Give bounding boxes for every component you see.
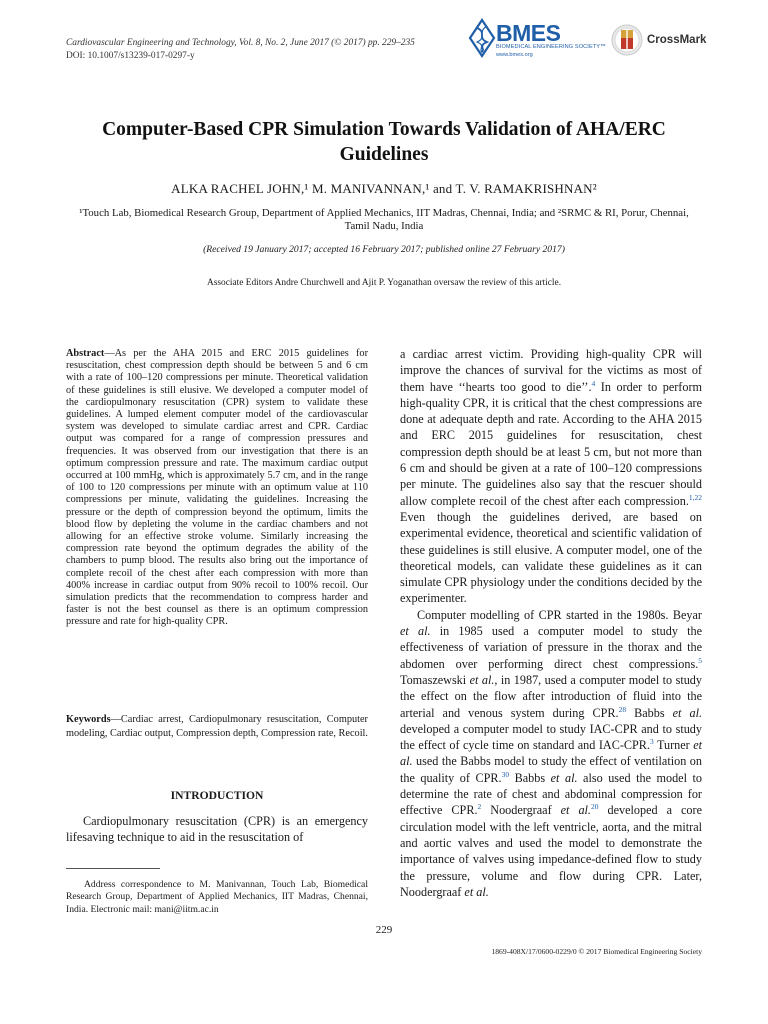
right-column-body: [400, 346, 702, 900]
doi: DOI: 10.1007/s13239-017-0297-y: [66, 51, 195, 61]
citation-ref[interactable]: 30: [501, 769, 510, 779]
body-text: Babbs: [509, 770, 551, 785]
body-text: In order to perform high-quality CPR, it is critical that the chest compressions are done at adequate depth and rate. According to the AHA 2015 and ERC 2015 guidelines for resuscitation, chest compression depth should be at least 5 cm, but not more than 6 cm and should be given at a rate of 100–120 compressions per minute. The guidelines also say that the rescuer should allow complete recoil of the chest after each compression.: [400, 379, 702, 508]
body-paragraph: [400, 346, 702, 607]
body-text: Noodergraaf: [481, 803, 561, 818]
keywords-text: —Cardiac arrest, Cardiopulmonary resuscitation, Computer modeling, Cardiac output, Compression depth, Compression rate, Recoil.: [66, 714, 368, 740]
bmes-url[interactable]: www.bmes.org: [496, 52, 533, 58]
crossmark-icon[interactable]: [611, 24, 643, 56]
citation-ref[interactable]: 20: [590, 802, 599, 812]
body-text: Even though the guidelines derived, are based on experimental evidence, theoretical and scientific validation of these guidelines is still elusive. A computer model, one of the theoretical models, can validate these guidelines as it can simulate CPR physiology under the conditions decided by the experimenter.: [400, 509, 702, 606]
received-dates: (Received 19 January 2017; accepted 16 February 2017; published online 27 February 2017): [203, 244, 565, 255]
abstract-label: Abstract: [66, 348, 105, 359]
body-text: in 1985 used a computer model to study the effectiveness of variation of pressure in the thorax and the abdomen over performing direct chest compressions.: [400, 624, 703, 671]
body-italic: et al.: [400, 738, 703, 769]
body-italic: et al.: [550, 770, 578, 785]
body-italic: et al.: [464, 884, 489, 899]
citation-ref[interactable]: 1,22: [688, 492, 702, 502]
correspondence-footnote: Address correspondence to M. Manivannan, Touch Lab, Biomedical Research Group, Department of Applied Mechanics, IIT Madras, Chennai, India. Electronic mail: mani@iitm.ac.in: [66, 879, 368, 915]
keywords: [66, 713, 368, 742]
bmes-logo-icon: [468, 18, 496, 58]
body-italic: et al.: [400, 624, 431, 639]
citation-ref[interactable]: 2: [477, 802, 482, 812]
section-heading-introduction: INTRODUCTION: [170, 789, 264, 802]
crossmark-label[interactable]: CrossMark: [647, 34, 707, 46]
introduction-paragraph: Cardiopulmonary resuscitation (CPR) is an emergency lifesaving technique to aid in the resuscitation of: [66, 814, 368, 845]
body-text: Computer modelling of CPR started in the 1980s. Beyar: [417, 607, 702, 622]
citation-ref[interactable]: 5: [698, 655, 702, 665]
copyright-line: 1869-408X/17/0600-0229/0 © 2017 Biomedical Engineering Society: [491, 947, 702, 956]
body-text: Babbs: [626, 705, 673, 720]
citation-ref[interactable]: 4: [591, 378, 596, 388]
body-italic: et al.: [560, 803, 591, 818]
body-italic: et al.: [469, 672, 495, 687]
body-text: a cardiac arrest victim. Providing high-quality CPR will improve the chances of survival for the victims as most of them have ‘‘hearts too good to die’’.: [400, 347, 702, 394]
body-italic: et al.: [672, 705, 703, 720]
associate-editors: Associate Editors Andre Churchwell and Ajit P. Yoganathan oversaw the review of this article.: [206, 278, 562, 288]
article-title: Computer-Based CPR Simulation Towards Validation of AHA/ERC Guidelines: [102, 119, 666, 165]
abstract: [66, 348, 368, 629]
body-text: developed a computer model to study IAC-CPR and to study the effect of cycle time on standard and IAC-CPR.: [400, 721, 702, 753]
body-text: used the Babbs model to study the effect of ventilation on the quality of CPR.: [400, 754, 702, 785]
body-paragraph: [400, 607, 702, 900]
abstract-text: —As per the AHA 2015 and ERC 2015 guidelines for resuscitation, chest compression depth should be between 5 and 6 cm with a rate of 100–120 compressions per minute. Theoretical validation of these guidelines is still elusive. We developed a computer model of the cardiopulmonary resuscitation (CPR) system to validate these guidelines. A lumped element computer model of the cardiovascular system was developed to simulate cardiac arrest and CPR. Cardiac output was compared for a range of compression pressures and frequencies. It was observed from our investigation that there is an optimum compression pressure and rate. The maximum cardiac output occurred at 100 mmHg, which is approximately 5.7 cm, and in the range of 100 to 120 compressions per minute with an optimum value at 110 compressions per minute, validating the guidelines. Increasing the pressure or the depth of compression beyond the optimum, limits the blood flow by depleting the volume in the cardiac chambers and not allowing for an effective stroke volume. Similarly increasing the compression rate beyond the optimum degrades the ability of the chambers to pump blood. The results also bring out the importance of complete recoil of the chest after each compression with more than 400% increase in cardiac output from 90% recoil to 100% recoil. Our simulation predicts that the recommendation to compress harder and faster is not the best counsel as there is an optimum compression pressure and rate for high-quality CPR.: [66, 348, 368, 628]
body-text: , in 1987, used a computer model to study the effect on the flow after introduction of fluid into the arterial and venous system during CPR.: [400, 672, 702, 720]
bmes-subtitle: BIOMEDICAL ENGINEERING SOCIETY™: [496, 44, 606, 50]
bmes-logo-text: BMES: [496, 20, 561, 46]
footnote-divider: [66, 868, 160, 869]
body-text: Tomaszewski: [400, 672, 470, 687]
body-text: developed a core circulation model with the left ventricle, aorta, and the mitral and aortic valves and used the model to demonstrate the importance of valves using impedance-defined flow to study the pressure, volume and flow during CPR. Later, Noodergraaf: [400, 803, 702, 899]
affiliation: ¹Touch Lab, Biomedical Research Group, Department of Applied Mechanics, IIT Madras, Chennai, India; and ²SRMC & RI, Porur, Chennai, Tamil Nadu, India: [79, 207, 689, 232]
citation-ref[interactable]: 28: [618, 704, 627, 714]
body-text: also used the model to determine the rate of chest and abdominal compression for effective CPR.: [400, 770, 702, 818]
body-text: Turner: [653, 738, 694, 753]
citation-ref[interactable]: 3: [649, 737, 654, 747]
page-number: 229: [375, 924, 393, 936]
journal-citation: Cardiovascular Engineering and Technology, Vol. 8, No. 2, June 2017 (© 2017) pp. 229–235: [66, 38, 415, 48]
authors: ALKA RACHEL JOHN,¹ M. MANIVANNAN,¹ and T. V. RAMAKRISHNAN²: [171, 181, 597, 196]
keywords-label: Keywords: [66, 714, 111, 725]
